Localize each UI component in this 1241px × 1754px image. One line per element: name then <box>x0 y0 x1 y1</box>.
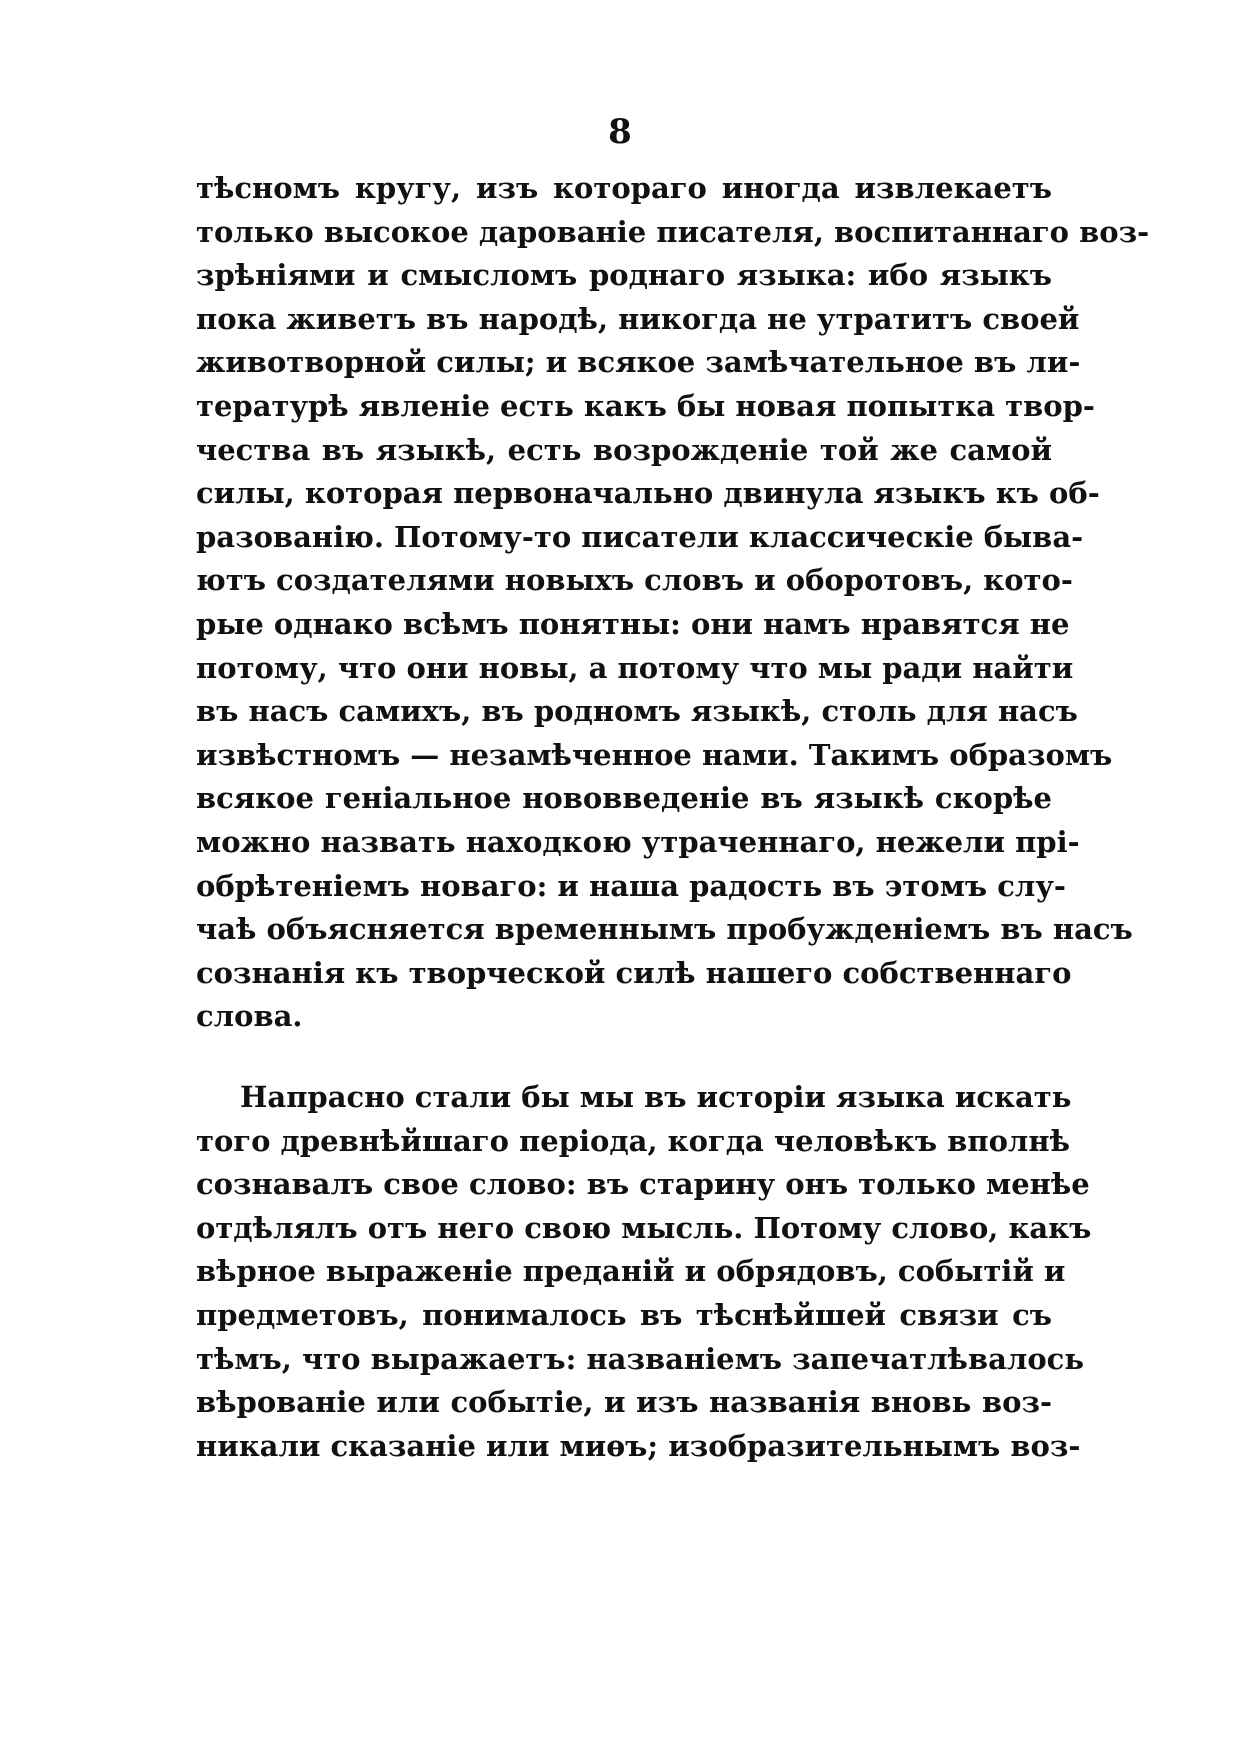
text-line: животворной силы; и всякое замѣчательное въ ли- <box>196 345 1081 380</box>
text-line: рые однако всѣмъ понятны: они намъ нравятся не <box>196 607 1070 641</box>
text-line: отдѣлялъ отъ него свою мысль. Потому слово, какъ <box>196 1210 1092 1245</box>
text-line: тѣсномъ кругу, изъ котораго иногда извлекаетъ <box>196 171 1052 205</box>
text-line: слова. <box>196 999 303 1034</box>
text-line: извѣстномъ — незамѣченное нами. Такимъ образомъ <box>196 737 1113 772</box>
text-line: только высокое дарованіе писателя, воспитаннаго воз- <box>196 214 1150 249</box>
text-line: вѣрное выраженіе преданій и обрядовъ, событій и <box>196 1254 1066 1289</box>
text-line: Напрасно стали бы мы въ исторіи языка искать <box>240 1080 1072 1114</box>
text-line: разованію. Потому-то писатели классическіе быва- <box>196 519 1084 554</box>
text-line: можно назвать находкою утраченнаго, нежели прі- <box>196 825 1080 859</box>
text-line: предметовъ, понималось въ тѣснѣйшей связи съ <box>196 1298 1052 1332</box>
text-line: пока живетъ въ народѣ, никогда не утратитъ своей <box>196 301 1080 336</box>
page-number: 8 <box>608 112 633 152</box>
text-line: силы, которая первоначально двинула языкъ къ об- <box>196 476 1100 511</box>
text-line: вѣрованіе или событіе, и изъ названія вновь воз- <box>196 1385 1052 1420</box>
text-line: того древнѣйшаго періода, когда человѣкъ вполнѣ <box>196 1123 1070 1158</box>
text-line: сознанія къ творческой силѣ нашего собственнаго <box>196 955 1072 990</box>
text-line: чества въ языкѣ, есть возрожденіе той же самой <box>196 432 1052 467</box>
text-line: потому, что они новы, а потому что мы ради найти <box>196 650 1074 685</box>
text-line: никали сказаніе или миѳъ; изобразительнымъ воз- <box>196 1428 1081 1463</box>
text-line: тѣмъ, что выражаетъ: названіемъ запечатлѣвалось <box>196 1341 1085 1376</box>
text-line: тературѣ явленіе есть какъ бы новая попытка твор- <box>196 389 1095 423</box>
text-line: зрѣніями и смысломъ роднаго языка: ибо языкъ <box>196 258 1052 293</box>
text-line: всякое геніальное нововведеніе въ языкѣ скорѣе <box>196 781 1052 816</box>
text-line: сознавалъ свое слово: въ старину онъ только менѣе <box>196 1167 1090 1202</box>
text-line: обрѣтеніемъ новаго: и наша радость въ этомъ слу- <box>196 868 1066 903</box>
text-line: чаѣ объясняется временнымъ пробужденіемъ въ насъ <box>196 912 1133 947</box>
text-line: ютъ создателями новыхъ словъ и оборотовъ, кото- <box>196 563 1073 598</box>
text-line: въ насъ самихъ, въ родномъ языкѣ, столь для насъ <box>196 694 1078 729</box>
